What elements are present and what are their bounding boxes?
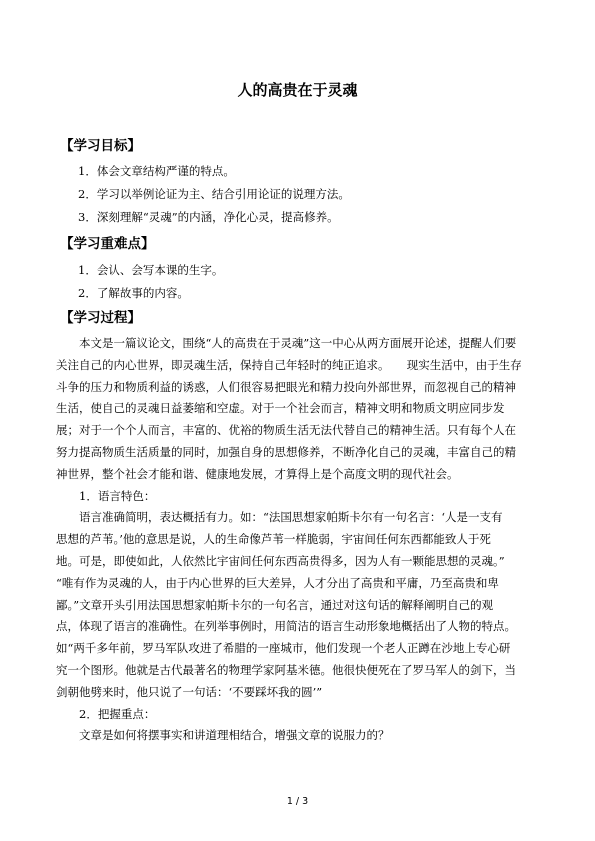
paragraph-line: 神世界，整个社会才能和谐、健康地发展，才算得上是个高度文明的现代社会。 xyxy=(56,466,459,481)
paragraph-line: 努力提高物质生活质量的同时，加强自身的思想修养，不断净化自己的灵魂，丰富自己的精 xyxy=(56,444,516,459)
page-number: 1 / 3 xyxy=(286,796,309,807)
paragraph-line: 如“两千多年前，罗马军队攻进了希腊的一座城市，他们发现一个老人正蹲在沙地上专心研 xyxy=(56,641,511,656)
key-point-item-1: 1．会认、会写本课的生字。 xyxy=(78,263,224,277)
paragraph-line: “唯有作为灵魂的人，由于内心世界的巨大差异，人才分出了高贵和平庸，乃至高贵和卑 xyxy=(56,575,499,590)
key-point-item-2: 2．了解故事的内容。 xyxy=(78,286,189,300)
goal-item-3: 3．深刻理解“灵魂”的内涵，净化心灵，提高修养。 xyxy=(78,210,339,224)
section-heading-process: 【学习过程】 xyxy=(60,310,141,326)
paragraph-line: 点，体现了语言的准确性。在列举事例时，用简洁的语言生动形象地概括出了人物的特点。 xyxy=(56,619,516,634)
paragraph-line: 展；对于一个个人而言，丰富的、优裕的物质生活无法代替自己的精神生活。只有每个人在 xyxy=(56,423,516,438)
paragraph-line: 文章是如何将摆事实和讲道理相结合，增强文章的说服力的？ xyxy=(56,728,390,743)
paragraph-line: 关注自己的内心世界，即灵魂生活，保持自己年轻时的纯正追求。 现实生活中，由于生存 xyxy=(56,357,522,372)
page-title: 人的高贵在于灵魂 xyxy=(237,81,358,99)
goal-item-2: 2．学习以举例论证为主、结合引用论证的说理方法。 xyxy=(78,187,350,201)
paragraph-line: 鄙。”文章开头引用法国思想家帕斯卡尔的一句名言，通过对这句话的解释阐明自己的观 xyxy=(56,597,494,612)
process-intro-paragraph xyxy=(56,333,542,747)
paragraph-line: 斗争的压力和物质利益的诱惑，人们很容易把眼光和精力投向外部世界，而忽视自己的精神 xyxy=(56,379,516,394)
section-heading-goals: 【学习目标】 xyxy=(60,138,141,154)
paragraph-line: 生活，使自己的灵魂日益萎缩和空虚。对于一个社会而言，精神文明和物质文明应同步发 xyxy=(56,401,505,416)
paragraph-line: 剑朝他劈来时，他只说了一句话：‘不要踩坏我的圆’” xyxy=(56,684,323,699)
goal-item-1: 1．体会文章结构严谨的特点。 xyxy=(78,164,235,178)
paragraph-line: 思想的芦苇。’他的意思是说，人的生命像芦苇一样脆弱，宇宙间任何东西都能致人于死 xyxy=(56,532,491,547)
subheading-language-features: 1．语言特色： xyxy=(56,488,156,503)
subheading-key-focus: 2．把握重点： xyxy=(56,706,156,721)
paragraph-line: 本文是一篇议论文，围绕“人的高贵在于灵魂”这一中心从两方面展开论述，提醒人们要 xyxy=(56,336,517,350)
paragraph-line: 语言准确简明，表达概括有力。如：“法国思想家帕斯卡尔有一句名言：‘人是一支有 xyxy=(56,510,503,525)
section-heading-key-points: 【学习重难点】 xyxy=(60,236,155,252)
paragraph-line: 地。可是，即使如此，人依然比宇宙间任何东西高贵得多，因为人有一颗能思想的灵魂。” xyxy=(56,553,505,568)
paragraph-line: 究一个图形。他就是古代最著名的物理学家阿基米德。他很快便死在了罗马军人的剑下，当 xyxy=(56,662,516,677)
